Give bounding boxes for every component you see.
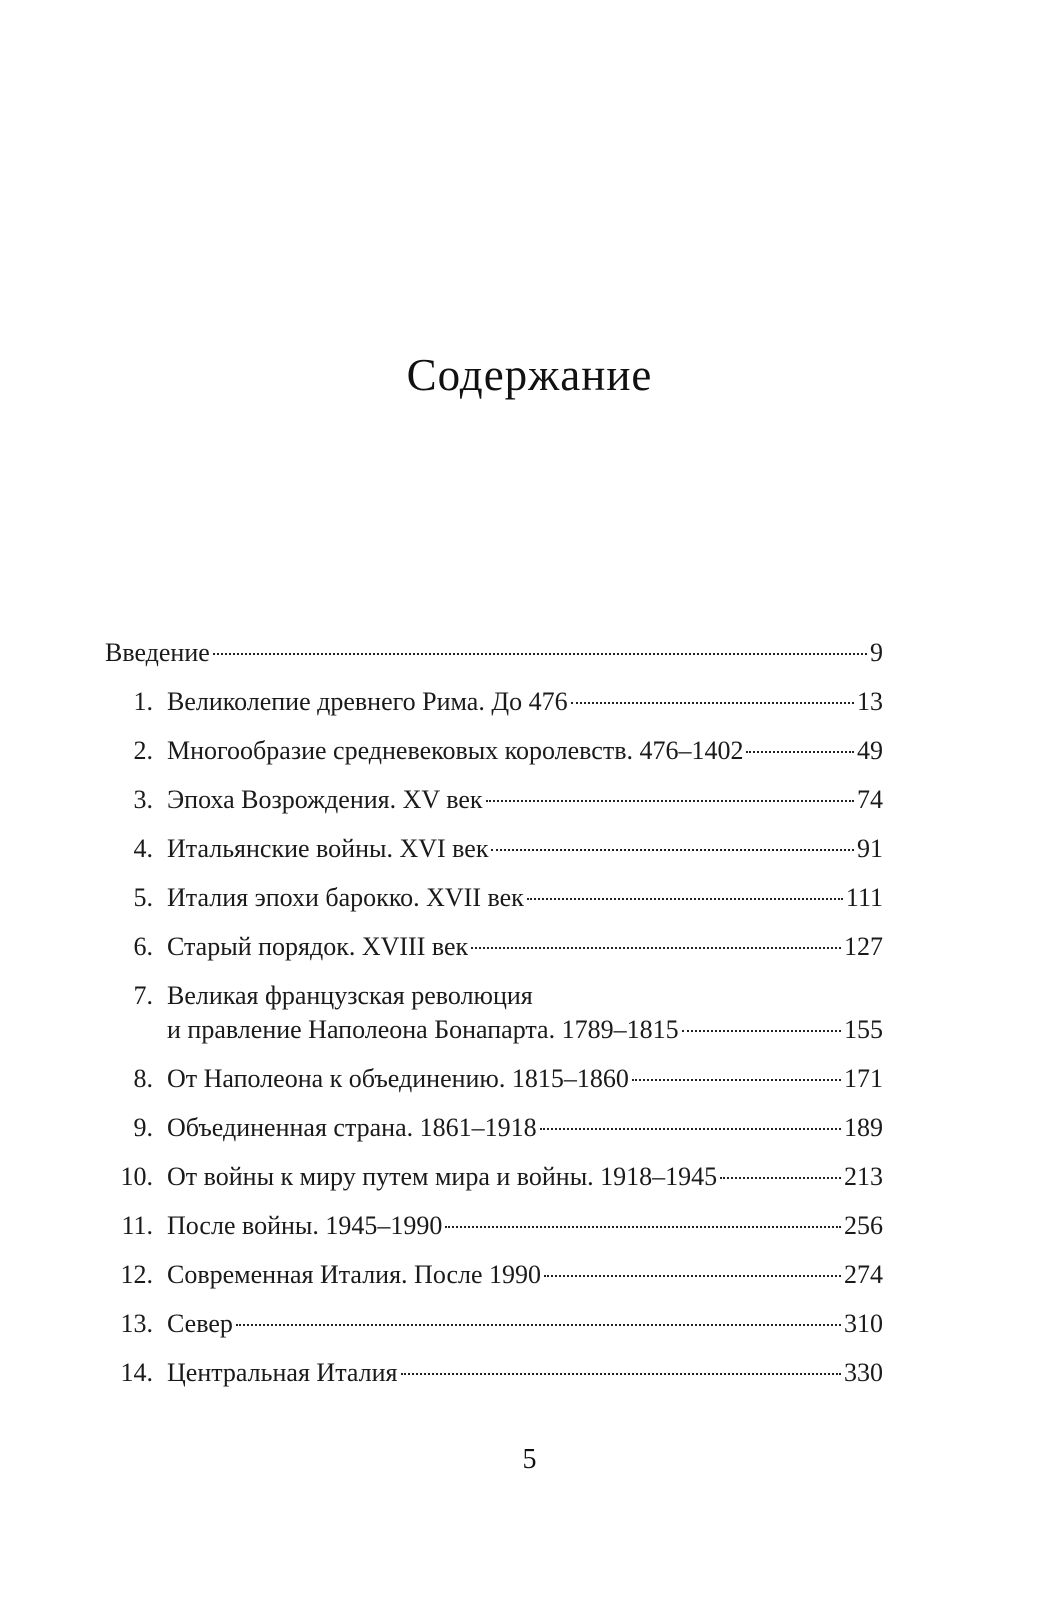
chapter-number: 1.	[133, 687, 153, 716]
page-title: Содержание	[406, 350, 653, 400]
toc-entry-chapter[interactable]	[105, 881, 883, 915]
toc-entry-title: Итальянские войны. XVI век	[167, 834, 489, 863]
toc-entry-page: 171	[844, 1064, 883, 1093]
page-number: 5	[522, 1444, 537, 1475]
toc-entry-title: Современная Италия. После 1990	[167, 1260, 542, 1289]
toc-entry-title: Центральная Италия	[167, 1358, 398, 1387]
chapter-number: 14.	[120, 1358, 153, 1387]
toc-entry-chapter[interactable]	[105, 979, 883, 1047]
toc-entry-title: Многообразие средневековых королевств. 476–1402	[167, 736, 744, 765]
chapter-number: 4.	[133, 834, 153, 863]
dot-leader	[213, 653, 867, 655]
toc-entry-title: Север	[167, 1309, 233, 1338]
chapter-number: 12.	[120, 1260, 153, 1289]
toc-entry-page: 274	[844, 1260, 883, 1289]
dot-leader	[401, 1373, 842, 1375]
chapter-number: 3.	[133, 785, 153, 814]
chapter-number: 6.	[133, 932, 153, 961]
dot-leader	[486, 800, 855, 802]
toc-entry-title: Великолепие древнего Рима. До 476	[167, 687, 568, 716]
toc-entry-chapter[interactable]	[105, 1209, 883, 1243]
toc-entry-page: 330	[844, 1358, 883, 1387]
dot-leader	[571, 702, 854, 704]
toc-entry-page: 310	[844, 1309, 883, 1338]
chapter-number: 11.	[121, 1211, 153, 1240]
dot-leader	[682, 1030, 841, 1032]
chapter-list	[105, 685, 883, 1390]
toc-entry-chapter[interactable]	[105, 832, 883, 866]
chapter-number: 13.	[120, 1309, 153, 1338]
dot-leader	[720, 1177, 841, 1179]
toc-entry-page: 189	[844, 1113, 883, 1142]
chapter-number: 2.	[133, 736, 153, 765]
toc-entry-title: Старый порядок. XVIII век	[167, 932, 469, 961]
toc-entry-title: Введение	[105, 638, 210, 667]
chapter-number: 10.	[120, 1162, 153, 1191]
toc-entry-title: От войны к миру путем мира и войны. 1918–1945	[167, 1162, 718, 1191]
dot-leader	[471, 947, 841, 949]
toc-entry-title: Эпоха Возрождения. XV век	[167, 785, 483, 814]
toc-entry-page: 127	[844, 932, 883, 961]
toc-entry-page: 91	[857, 834, 883, 863]
toc-entry-chapter[interactable]	[105, 783, 883, 817]
dot-leader	[527, 898, 843, 900]
toc-entry-page: 213	[844, 1162, 883, 1191]
toc-entry-page: 256	[844, 1211, 883, 1240]
toc-entry-chapter[interactable]	[105, 1307, 883, 1341]
toc-entry-intro[interactable]	[105, 636, 883, 670]
chapter-number: 5.	[133, 883, 153, 912]
toc-entry-title: Объединенная страна. 1861–1918	[167, 1113, 537, 1142]
toc-entry-chapter[interactable]	[105, 930, 883, 964]
toc-entry-title: Италия эпохи барокко. XVII век	[167, 883, 524, 912]
toc-entry-chapter[interactable]	[105, 1258, 883, 1292]
toc-entry-page: 13	[857, 687, 883, 716]
toc-entry-title: После войны. 1945–1990	[167, 1211, 443, 1240]
toc-entry-chapter[interactable]	[105, 1356, 883, 1390]
toc-entry-title: От Наполеона к объединению. 1815–1860	[167, 1064, 629, 1093]
chapter-number: 9.	[133, 1113, 153, 1142]
toc-entry-chapter[interactable]	[105, 1111, 883, 1145]
toc-entry-page: 49	[857, 736, 883, 765]
toc-entry-page: 155	[844, 1015, 883, 1044]
toc-entry-chapter[interactable]	[105, 1062, 883, 1096]
dot-leader	[445, 1226, 841, 1228]
toc-entry-title: Великая французская революция	[167, 981, 533, 1010]
dot-leader	[746, 751, 854, 753]
table-of-contents	[105, 636, 883, 1405]
dot-leader	[544, 1275, 841, 1277]
dot-leader	[632, 1079, 841, 1081]
toc-entry-chapter[interactable]	[105, 734, 883, 768]
dot-leader	[540, 1128, 841, 1130]
toc-entry-chapter[interactable]	[105, 685, 883, 719]
dot-leader	[236, 1324, 841, 1326]
dot-leader	[491, 849, 854, 851]
toc-entry-chapter[interactable]	[105, 1160, 883, 1194]
toc-entry-page: 74	[857, 785, 883, 814]
toc-entry-page: 9	[870, 638, 883, 667]
toc-entry-page: 111	[845, 883, 883, 912]
chapter-number: 7.	[133, 981, 153, 1010]
chapter-number: 8.	[133, 1064, 153, 1093]
toc-entry-title: и правление Наполеона Бонапарта. 1789–1815	[167, 1015, 679, 1044]
